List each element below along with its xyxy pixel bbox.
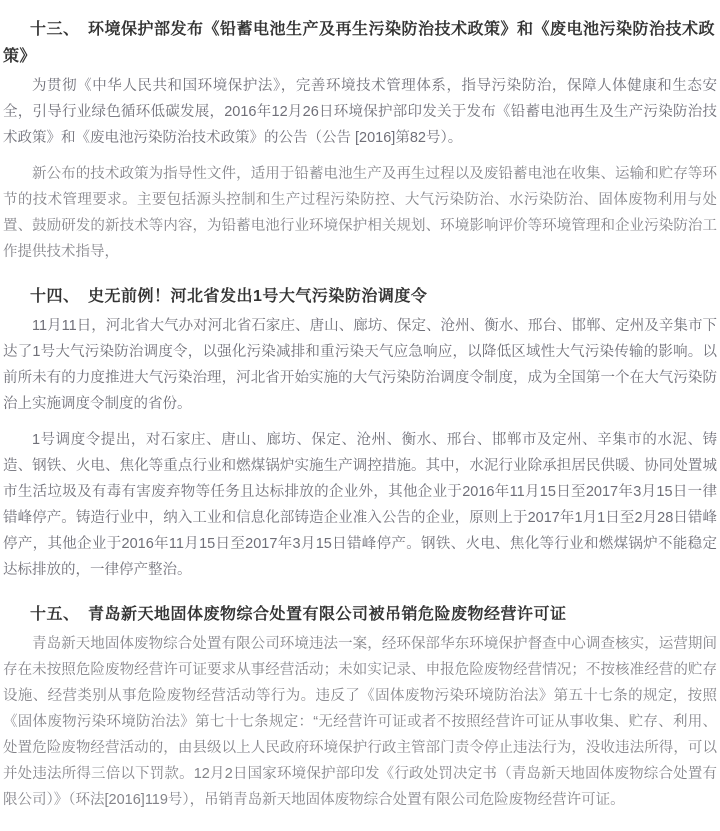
section-13-paragraph-1: 为贯彻《中华人民共和国环境保护法》，完善环境技术管理体系，指导污染防治，保障人体健康和生态安全，引导行业绿色循环低碳发展，2016年12月26日环境保护部印发关于发布《铅蓄电池再生及生产污染防治技术政策》和《废电池污染防治技术政策》的公告（公告 [2016]第82号）。 [3, 78, 717, 146]
section-14 [3, 283, 717, 583]
section-15 [3, 601, 717, 813]
section-14-paragraph-1: 11月11日，河北省大气办对河北省石家庄、唐山、廊坊、保定、沧州、衡水、邢台、邯郸、定州及辛集市下达了1号大气污染防治调度令，以强化污染减排和重污染天气应急响应，以降低区域性大气污染传输的影响。以前所未有的力度推进大气污染治理，河北省开始实施的大气污染防治调度令制度，成为全国第一个在大气污染防治上实施调度令制度的省份。 [3, 318, 717, 412]
section-15-heading: 十五、 青岛新天地固体废物综合处置有限公司被吊销危险废物经营许可证 [30, 606, 567, 623]
section-13 [3, 16, 717, 265]
section-13-paragraph-2: 新公布的技术政策为指导性文件，适用于铅蓄电池生产及再生过程以及废铅蓄电池在收集、运输和贮存等环节的技术管理要求。主要包括源头控制和生产过程污染防控、大气污染防治、水污染防治、固体废物利用与处置、鼓励研发的新技术等内容，为铅蓄电池行业环境保护相关规划、环境影响评价等环境管理和企业污染防治工作提供技术指导， [3, 166, 717, 260]
section-15-paragraph-1: 青岛新天地固体废物综合处置有限公司环境违法一案，经环保部华东环境保护督查中心调查核实，运营期间存在未按照危险废物经营许可证要求从事经营活动；未如实记录、申报危险废物经营情况；不按核准经营的贮存设施、经营类别从事危险废物经营活动等行为。违反了《固体废物污染环境防治法》第五十七条的规定，按照《固体废物污染环境防治法》第七十七条规定：“无经营许可证或者不按照经营许可证从事收集、贮存、利用、处置危险废物经营活动的，由县级以上人民政府环境保护行政主管部门责令停止违法行为，没收违法所得，可以并处违法所得三倍以下罚款。12月2日国家环境保护部印发《行政处罚决定书（青岛新天地固体废物综合处置有限公司）》（环法[2016]119号），吊销青岛新天地固体废物综合处置有限公司危险废物经营许可证。 [3, 636, 717, 808]
section-14-heading: 十四、 史无前例！河北省发出1号大气污染防治调度令 [30, 288, 428, 305]
section-14-paragraph-2: 1号调度令提出，对石家庄、唐山、廊坊、保定、沧州、衡水、邢台、邯郸市及定州、辛集市的水泥、铸造、钢铁、火电、焦化等重点行业和燃煤锅炉实施生产调控措施。其中，水泥行业除承担居民供暖、协同处置城市生活垃圾及有毒有害废弃物等任务且达标排放的企业外，其他企业于2016年11月15日至2017年3月15日一律错峰停产。铸造行业中，纳入工业和信息化部铸造企业准入公告的企业，原则上于2017年1月1日至2月28日错峰停产，其他企业于2016年11月15日至2017年3月15日错峰停产。钢铁、火电、焦化等行业和燃煤锅炉不能稳定达标排放的，一律停产整治。 [3, 432, 717, 578]
section-13-heading: 十三、 环境保护部发布《铅蓄电池生产及再生污染防治技术政策》和《废电池污染防治技术政策》 [3, 21, 716, 65]
